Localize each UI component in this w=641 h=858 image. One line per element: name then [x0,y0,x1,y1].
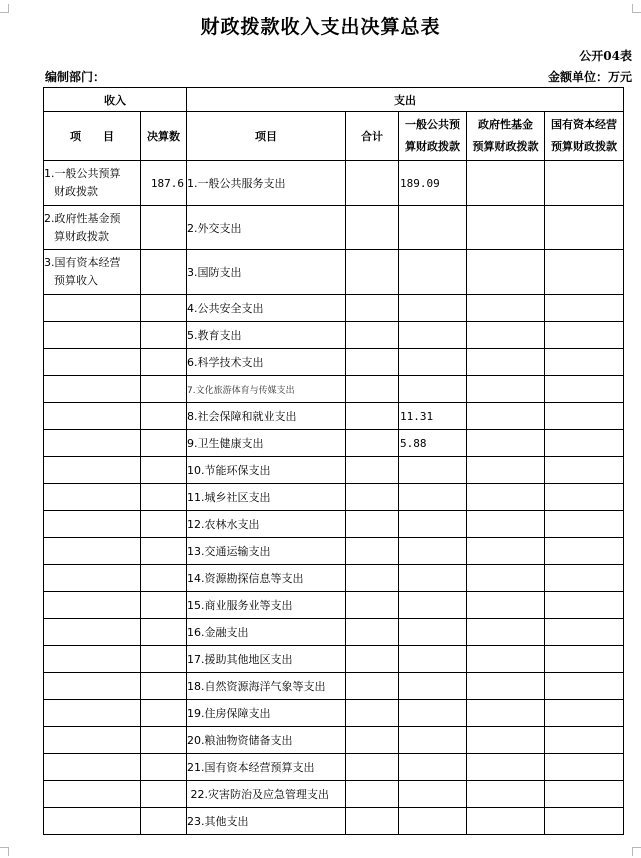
expenditure-item-cell: 12.农林水支出 [187,511,346,538]
general-budget-header [399,112,467,161]
expenditure-item-cell: 1.一般公共服务支出 [187,161,346,206]
table-row [44,250,624,295]
gov-fund-cell [467,295,545,322]
state-capital-cell [545,484,624,511]
expenditure-item-cell: 10.节能环保支出 [187,457,346,484]
income-amount-cell [141,457,187,484]
total-cell [346,484,399,511]
table-row [44,295,624,322]
total-cell [346,206,399,250]
income-amount-cell [141,673,187,700]
state-capital-cell [545,250,624,295]
general-budget-cell [399,250,467,295]
state-capital-cell [545,457,624,484]
income-amount-cell [141,511,187,538]
total-cell [346,646,399,673]
income-amount-cell [141,727,187,754]
state-capital-cell [545,430,624,457]
income-item-cell [44,538,141,565]
table-row [44,349,624,376]
state-capital-cell [545,565,624,592]
expenditure-item-cell: 8.社会保障和就业支出 [187,403,346,430]
total-cell [346,673,399,700]
income-item-cell [44,250,141,295]
gov-fund-cell [467,322,545,349]
income-item-cell [44,565,141,592]
general-budget-cell: 11.31 [399,403,467,430]
income-item-cell [44,592,141,619]
state-capital-cell [545,808,624,835]
expenditure-item-cell: 9.卫生健康支出 [187,430,346,457]
total-cell [346,700,399,727]
total-cell [346,808,399,835]
total-cell [346,376,399,403]
income-item-cell [44,430,141,457]
gov-fund-cell [467,457,545,484]
general-budget-cell [399,754,467,781]
income-amount-cell [141,250,187,295]
state-capital-cell [545,619,624,646]
income-amount-cell [141,700,187,727]
income-item-cell [44,727,141,754]
header-row-2 [44,112,624,161]
page-title: 财政拨款收入支出决算总表 [200,16,441,38]
income-header: 收入 [44,88,187,112]
total-cell [346,161,399,206]
income-amount-cell [141,376,187,403]
total-cell [346,781,399,808]
table-row [44,673,624,700]
income-item-line1: 1.一般公共预算 [44,167,121,180]
state-capital-cell [545,349,624,376]
income-item-cell [44,206,141,250]
income-item-cell [44,349,141,376]
income-item-line2: 财政拨款 [54,185,98,198]
income-item-line2: 预算收入 [54,274,98,287]
header-row-1 [44,88,624,112]
amount-unit-label: 金额单位：万元 [547,70,632,84]
table-row [44,511,624,538]
income-item-cell [44,673,141,700]
income-item-cell [44,322,141,349]
gov-fund-cell [467,403,545,430]
state-capital-cell [545,322,624,349]
income-item-cell [44,161,141,206]
table-row [44,781,624,808]
expenditure-item-cell: 4.公共安全支出 [187,295,346,322]
income-item-line1: 2.政府性基金预 [44,211,121,225]
gov-fund-cell [467,673,545,700]
expenditure-item-cell: 2.外交支出 [187,206,346,250]
general-budget-cell [399,206,467,250]
total-cell [346,250,399,295]
income-amount-cell [141,781,187,808]
table-row [44,403,624,430]
gov-fund-cell [467,250,545,295]
total-cell [346,592,399,619]
table-row [44,700,624,727]
income-item-cell [44,376,141,403]
final-amount-header: 决算数 [141,112,187,161]
income-item-cell [44,808,141,835]
gov-fund-cell [467,206,545,250]
state-capital-header-line1: 国有资本经营 [551,118,618,131]
expenditure-item-cell: 17.援助其他地区支出 [187,646,346,673]
gov-fund-cell [467,511,545,538]
general-budget-cell [399,457,467,484]
table-row [44,376,624,403]
total-cell [346,511,399,538]
table-row [44,538,624,565]
general-budget-cell [399,781,467,808]
total-cell [346,457,399,484]
expenditure-item-cell: 19.住房保障支出 [187,700,346,727]
general-budget-cell [399,646,467,673]
gov-fund-cell [467,430,545,457]
table-row [44,808,624,835]
gov-fund-cell [467,161,545,206]
income-amount-cell [141,295,187,322]
table-row [44,727,624,754]
table-row [44,322,624,349]
total-cell [346,619,399,646]
final-accounts-table [43,87,624,835]
state-capital-cell [545,511,624,538]
general-budget-cell [399,808,467,835]
state-capital-cell [545,376,624,403]
expenditure-item-cell: 6.科学技术支出 [187,349,346,376]
income-item-cell [44,646,141,673]
total-cell [346,403,399,430]
form-code: 公开04表 [579,49,632,63]
gov-fund-cell [467,700,545,727]
income-item-cell [44,700,141,727]
state-capital-cell [545,161,624,206]
general-budget-cell [399,565,467,592]
page-corner-mark [632,847,641,856]
income-amount-cell [141,403,187,430]
table-row [44,646,624,673]
table-row [44,457,624,484]
gov-fund-cell [467,592,545,619]
gov-fund-cell [467,781,545,808]
total-cell [346,430,399,457]
expenditure-item-cell: 23.其他支出 [187,808,346,835]
gov-fund-cell [467,727,545,754]
gov-fund-cell [467,619,545,646]
state-capital-header-line2: 预算财政拨款 [551,140,618,153]
table-row [44,592,624,619]
state-capital-cell [545,538,624,565]
income-item-cell [44,781,141,808]
total-cell [346,565,399,592]
general-budget-cell [399,322,467,349]
page-corner-mark [0,847,9,856]
total-cell [346,538,399,565]
income-amount-cell [141,430,187,457]
income-item-cell [44,484,141,511]
expenditure-item-cell: 3.国防支出 [187,250,346,295]
general-budget-cell [399,700,467,727]
state-capital-cell [545,295,624,322]
state-capital-cell [545,673,624,700]
income-amount-cell [141,592,187,619]
expenditure-item-cell: 7.文化旅游体育与传媒支出 [187,376,346,403]
state-capital-cell [545,727,624,754]
income-item-cell [44,457,141,484]
income-amount-cell [141,565,187,592]
expenditure-item-cell: 15.商业服务业等支出 [187,592,346,619]
department-label: 编制部门： [45,70,106,84]
income-item-cell [44,754,141,781]
table-row [44,484,624,511]
total-cell [346,754,399,781]
income-item-line2: 算财政拨款 [54,229,109,243]
gov-fund-header-line1: 政府性基金 [478,118,533,131]
income-amount-cell [141,538,187,565]
general-budget-cell [399,295,467,322]
income-amount-cell [141,322,187,349]
income-amount-cell [141,619,187,646]
income-item-line1: 3.国有资本经营 [44,256,121,269]
general-budget-cell: 189.09 [399,161,467,206]
income-amount-cell [141,484,187,511]
income-item-cell [44,295,141,322]
table-row [44,754,624,781]
income-amount-cell: 187.6 [141,161,187,206]
state-capital-cell [545,700,624,727]
gov-fund-header [467,112,545,161]
expenditure-item-cell: 5.教育支出 [187,322,346,349]
table-row [44,206,624,250]
income-item-cell [44,619,141,646]
gov-fund-cell [467,565,545,592]
expenditure-item-header: 项目 [187,112,346,161]
expenditure-item-cell: 18.自然资源海洋气象等支出 [187,673,346,700]
income-amount-cell [141,646,187,673]
income-amount-cell [141,206,187,250]
expenditure-item-cell: 16.金融支出 [187,619,346,646]
expenditure-item-cell: 13.交通运输支出 [187,538,346,565]
income-amount-cell [141,808,187,835]
general-budget-cell [399,619,467,646]
total-cell [346,349,399,376]
general-budget-cell [399,592,467,619]
expenditure-header: 支出 [187,88,624,112]
state-capital-cell [545,403,624,430]
income-item-cell [44,403,141,430]
gov-fund-cell [467,646,545,673]
table-row [44,619,624,646]
general-budget-cell [399,727,467,754]
total-cell [346,322,399,349]
state-capital-cell [545,646,624,673]
general-budget-cell [399,511,467,538]
total-header: 合计 [346,112,399,161]
gov-fund-cell [467,349,545,376]
gov-fund-cell [467,754,545,781]
expenditure-item-cell: 22.灾害防治及应急管理支出 [187,781,346,808]
general-budget-cell [399,538,467,565]
table-row [44,161,624,206]
gov-fund-cell [467,808,545,835]
total-cell [346,295,399,322]
income-item-cell [44,511,141,538]
expenditure-item-cell: 20.粮油物资储备支出 [187,727,346,754]
state-capital-cell [545,592,624,619]
income-amount-cell [141,349,187,376]
state-capital-cell [545,781,624,808]
general-budget-header-line1: 一般公共预 [405,118,460,131]
state-capital-cell [545,754,624,781]
general-budget-cell [399,376,467,403]
state-capital-cell [545,206,624,250]
expenditure-item-cell: 21.国有资本经营预算支出 [187,754,346,781]
table-row [44,430,624,457]
gov-fund-header-line2: 预算财政拨款 [472,140,539,153]
general-budget-header-line2: 算财政拨款 [405,140,460,153]
general-budget-cell [399,484,467,511]
income-item-header: 项 目 [44,112,141,161]
gov-fund-cell [467,538,545,565]
income-amount-cell [141,754,187,781]
state-capital-header [545,112,624,161]
gov-fund-cell [467,376,545,403]
general-budget-cell [399,673,467,700]
expenditure-item-cell: 14.资源勘探信息等支出 [187,565,346,592]
table-row [44,565,624,592]
general-budget-cell: 5.88 [399,430,467,457]
general-budget-cell [399,349,467,376]
gov-fund-cell [467,484,545,511]
expenditure-item-cell: 11.城乡社区支出 [187,484,346,511]
total-cell [346,727,399,754]
